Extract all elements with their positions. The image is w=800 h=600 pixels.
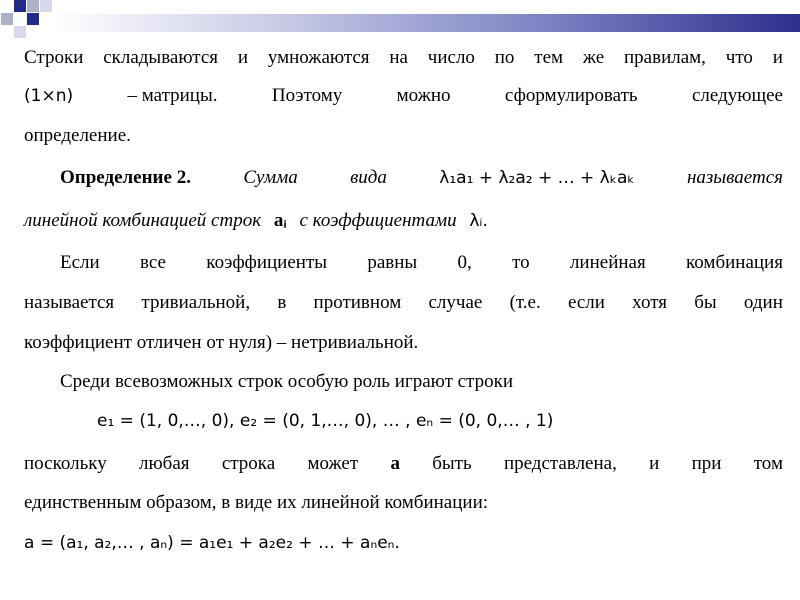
paragraph-5-line-2: единственным образом, в виде их линейной комбинации: xyxy=(24,492,489,513)
word: что xyxy=(725,47,753,68)
word: представлена, xyxy=(503,453,617,474)
decor-square xyxy=(27,0,39,12)
unit-vectors-formula: e₁ = (1, 0,…, 0), e₂ = (0, 1,…, 0), … , eₙ = (0, 0,… , 1) xyxy=(97,411,554,431)
word: на xyxy=(389,47,408,68)
word: же xyxy=(582,47,605,68)
definition-label: Определение 2. xyxy=(60,167,191,188)
word: все xyxy=(140,252,166,273)
text-fragment: линейной комбинацией строк xyxy=(24,210,262,231)
decor-square xyxy=(40,0,52,12)
word: Строки xyxy=(24,47,84,68)
word: хотя xyxy=(632,292,667,313)
word: при xyxy=(691,453,722,474)
word: один xyxy=(743,292,783,313)
decor-square xyxy=(27,13,39,25)
decor-square xyxy=(14,0,26,12)
word: строка xyxy=(221,453,276,474)
word: том xyxy=(753,453,783,474)
word: то xyxy=(512,252,530,273)
slide-header-decoration xyxy=(0,0,800,38)
definition-line-2 xyxy=(24,208,488,234)
definition-line-1 xyxy=(60,165,783,191)
linear-combination-formula: λ₁a₁ + λ₂a₂ + … + λₖaₖ xyxy=(439,168,635,188)
paragraph-1-line-1 xyxy=(24,45,783,71)
word: коэффициенты xyxy=(206,252,328,273)
decor-square xyxy=(14,26,26,38)
word: 0, xyxy=(457,252,472,273)
header-gradient-band xyxy=(52,14,800,32)
text-fragment: называется xyxy=(686,167,783,188)
vector-symbol: a xyxy=(390,453,400,474)
word: число xyxy=(427,47,475,68)
text-fragment: следующее xyxy=(691,85,783,106)
word: любая xyxy=(139,453,190,474)
word: и xyxy=(772,47,783,68)
text-fragment: сформулировать xyxy=(504,85,638,106)
text-fragment: с коэффициентами xyxy=(299,210,457,231)
word: складываются xyxy=(103,47,219,68)
word: правилам, xyxy=(624,47,706,68)
word: Если xyxy=(60,252,100,273)
word: если xyxy=(567,292,605,313)
paragraph-3-line-2 xyxy=(24,290,783,316)
paragraph-1-line-2 xyxy=(24,83,783,109)
word: по xyxy=(494,47,515,68)
decomposition-formula: a = (a₁, a₂,… , aₙ) = a₁e₁ + a₂e₂ + … + aₙeₙ. xyxy=(24,533,400,553)
paragraph-3-line-1 xyxy=(60,250,783,276)
paragraph-3-line-3: коэффициент отличен от нуля) – нетривиальной. xyxy=(24,332,419,353)
word: и xyxy=(237,47,249,68)
word: тем xyxy=(534,47,564,68)
text-fragment: Сумма xyxy=(243,167,298,188)
coefficient-symbol: λᵢ. xyxy=(469,211,488,231)
word: поскольку xyxy=(24,453,107,474)
text-fragment: Поэтому xyxy=(271,85,343,106)
text-fragment: – матрицы. xyxy=(127,85,218,106)
word: умножаются xyxy=(267,47,370,68)
word: равны xyxy=(367,252,418,273)
decor-square xyxy=(1,13,13,25)
text-fragment: вида xyxy=(350,167,387,188)
paragraph-5-line-1 xyxy=(24,451,783,477)
word: быть xyxy=(432,453,472,474)
dimension-formula: (1×n) xyxy=(24,86,74,106)
word: в xyxy=(277,292,287,313)
word: называется xyxy=(24,292,115,313)
word: комбинация xyxy=(686,252,783,273)
vector-symbol: aᵢ xyxy=(273,210,287,231)
word: и xyxy=(649,453,660,474)
paragraph-1-line-3: определение. xyxy=(24,125,131,146)
word: случае xyxy=(428,292,483,313)
paragraph-4-line-1: Среди всевозможных строк особую роль играют строки xyxy=(60,371,513,392)
word: линейная xyxy=(569,252,646,273)
word: тривиальной, xyxy=(141,292,251,313)
text-fragment: можно xyxy=(396,85,451,106)
word: противном xyxy=(313,292,402,313)
word: (т.е. xyxy=(509,292,541,313)
word: бы xyxy=(694,292,717,313)
word: может xyxy=(307,453,359,474)
